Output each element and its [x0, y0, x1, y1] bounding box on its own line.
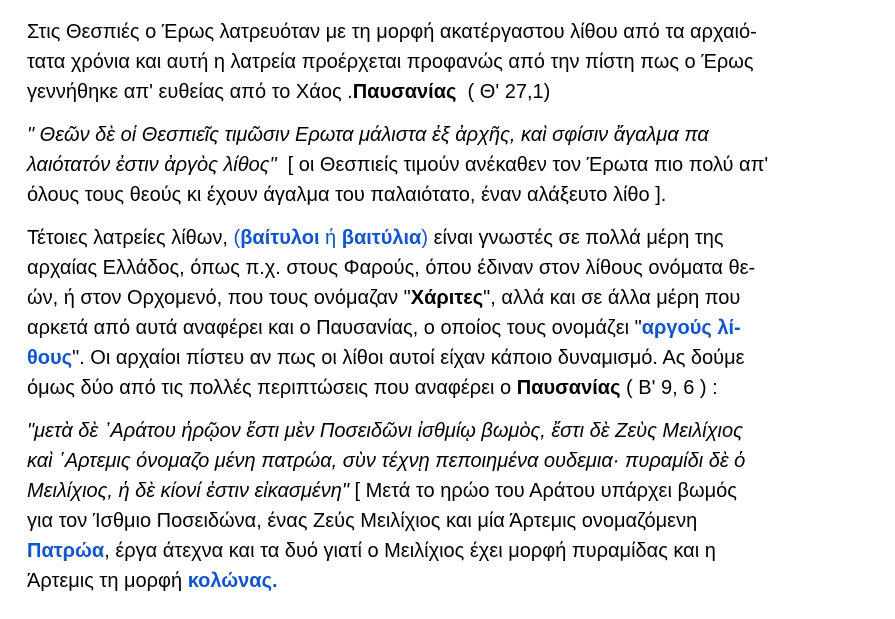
- text-line: [27, 343, 875, 373]
- text-run: τατα χρόνια και αυτή η λατρεία προέρχεται προφανώς από την πίστη πως ο Έρως: [27, 51, 754, 73]
- text-line: [27, 223, 875, 253]
- text-line: [27, 536, 875, 566]
- text-run: " Θεῶν δὲ οἱ Θεσπιεῖς τιμῶσιν Ερωτα μάλιστα ἐξ ἀρχῆς, καὶ σφίσιν ἄγαλμα πα: [27, 124, 709, 146]
- text-run: καὶ ῾Αρτεμις όνομαζο μένη πατρώα, σὺν τέχνῃ πεποιημένα ουδεμια· πυραμίδι δὲ ὁ: [27, 450, 746, 472]
- inline-link[interactable]: Πατρώα: [27, 540, 105, 562]
- inline-link[interactable]: (: [233, 227, 241, 249]
- inline-link[interactable]: ή: [319, 227, 342, 249]
- text-run: Στις Θεσπιές ο Έρως λατρευόταν με τη μορφή ακατέργαστου λίθου από τα αρχαιό-: [27, 21, 757, 43]
- text-run: γεννήθηκε απ' ευθείας από το Χάος .: [27, 81, 353, 103]
- text-line: [27, 446, 875, 476]
- text-run: είναι γνωστές σε πολλά μέρη της: [428, 227, 724, 249]
- text-run: Τέτοιες λατρείες λίθων,: [27, 227, 234, 249]
- text-run: ( Θ' 27,1): [456, 81, 551, 103]
- text-run: ών, ή στον Ορχομενό, που τους ονόμαζαν ": [27, 287, 411, 309]
- text-line: [27, 506, 875, 536]
- text-run: ( Β' 9, 6 ) :: [620, 377, 718, 399]
- text-line: [27, 416, 875, 446]
- inline-link[interactable]: θους: [27, 347, 73, 369]
- inline-link[interactable]: ): [421, 227, 429, 249]
- text-run: Άρτεμις τη μορφή: [27, 570, 188, 592]
- text-run: "μετὰ δὲ ᾿Αράτου ἡρῷον ἔστι μὲν Ποσειδῶνι ἰσθμίῳ βωμὸς, ἔστι δὲ Ζεὺς Μειλίχιος: [27, 420, 743, 442]
- text-line: [27, 476, 875, 506]
- text-run: ", αλλά και σε άλλα μέρη που: [483, 287, 741, 309]
- text-run: όμως δύο από τις πολλές περιπτώσεις που αναφέρει ο: [27, 377, 517, 399]
- text-line: [27, 373, 875, 403]
- text-run: αρκετά από αυτά αναφέρει και ο Παυσανίας, ο οποίος τους ονομάζει ": [27, 317, 642, 339]
- text-line: [27, 150, 875, 180]
- inline-link[interactable]: βαιτύλια: [341, 227, 422, 249]
- text-run: , έργα άτεχνα και τα δυό γιατί ο Μειλίχιος έχει μορφή πυραμίδας και η: [104, 540, 716, 562]
- text-run: ". Οι αρχαίοι πίστευ αν πως οι λίθοι αυτοί είχαν κάποιο δυναμισμό. Ας δούμε: [72, 347, 745, 369]
- inline-link[interactable]: κολώνας.: [187, 570, 278, 592]
- text-line: [27, 77, 875, 107]
- text-run: Παυσανίας: [352, 81, 457, 103]
- text-line: [27, 17, 875, 47]
- text-line: [27, 566, 875, 596]
- text-line: [27, 253, 875, 283]
- text-run: όλους τους θεούς κι έχουν άγαλμα του παλαιότατο, έναν αλάξευτο λίθο ].: [27, 184, 667, 206]
- paragraph-ancient-quote-thespies: [27, 120, 875, 210]
- text-line: [27, 283, 875, 313]
- text-run: [ οι Θεσπιείς τιμούν ανέκαθεν τον Έρωτα πιο πολύ απ': [276, 154, 769, 176]
- paragraph-baetyls: [27, 223, 875, 403]
- paragraph-ancient-quote-aratos: [27, 416, 875, 596]
- paragraph-intro: [27, 17, 875, 107]
- text-run: Μειλίχιος, ἡ δὲ κίονί ἐστιν εἰκασμένη": [27, 480, 349, 502]
- text-line: [27, 47, 875, 77]
- inline-link[interactable]: αργούς λί-: [641, 317, 741, 339]
- text-run: Παυσανίας: [516, 377, 621, 399]
- text-line: [27, 313, 875, 343]
- text-run: για τον Ίσθμιο Ποσειδώνα, ένας Ζεύς Μειλίχιος και μία Άρτεμις ονομαζόμενη: [27, 510, 698, 532]
- text-run: αρχαίας Ελλάδος, όπως π.χ. στους Φαρούς, όπου έδιναν στον λίθους ονόματα θε-: [27, 257, 756, 279]
- inline-link[interactable]: βαίτυλοι: [240, 227, 320, 249]
- text-run: [ Μετά το ηρώο του Αράτου υπάρχει βωμός: [348, 480, 737, 502]
- text-line: [27, 120, 875, 150]
- text-run: Χάριτες: [410, 287, 484, 309]
- text-run: λαιότατόν ἐστιν ἀργὸς λίθος": [27, 154, 277, 176]
- text-line: [27, 180, 875, 210]
